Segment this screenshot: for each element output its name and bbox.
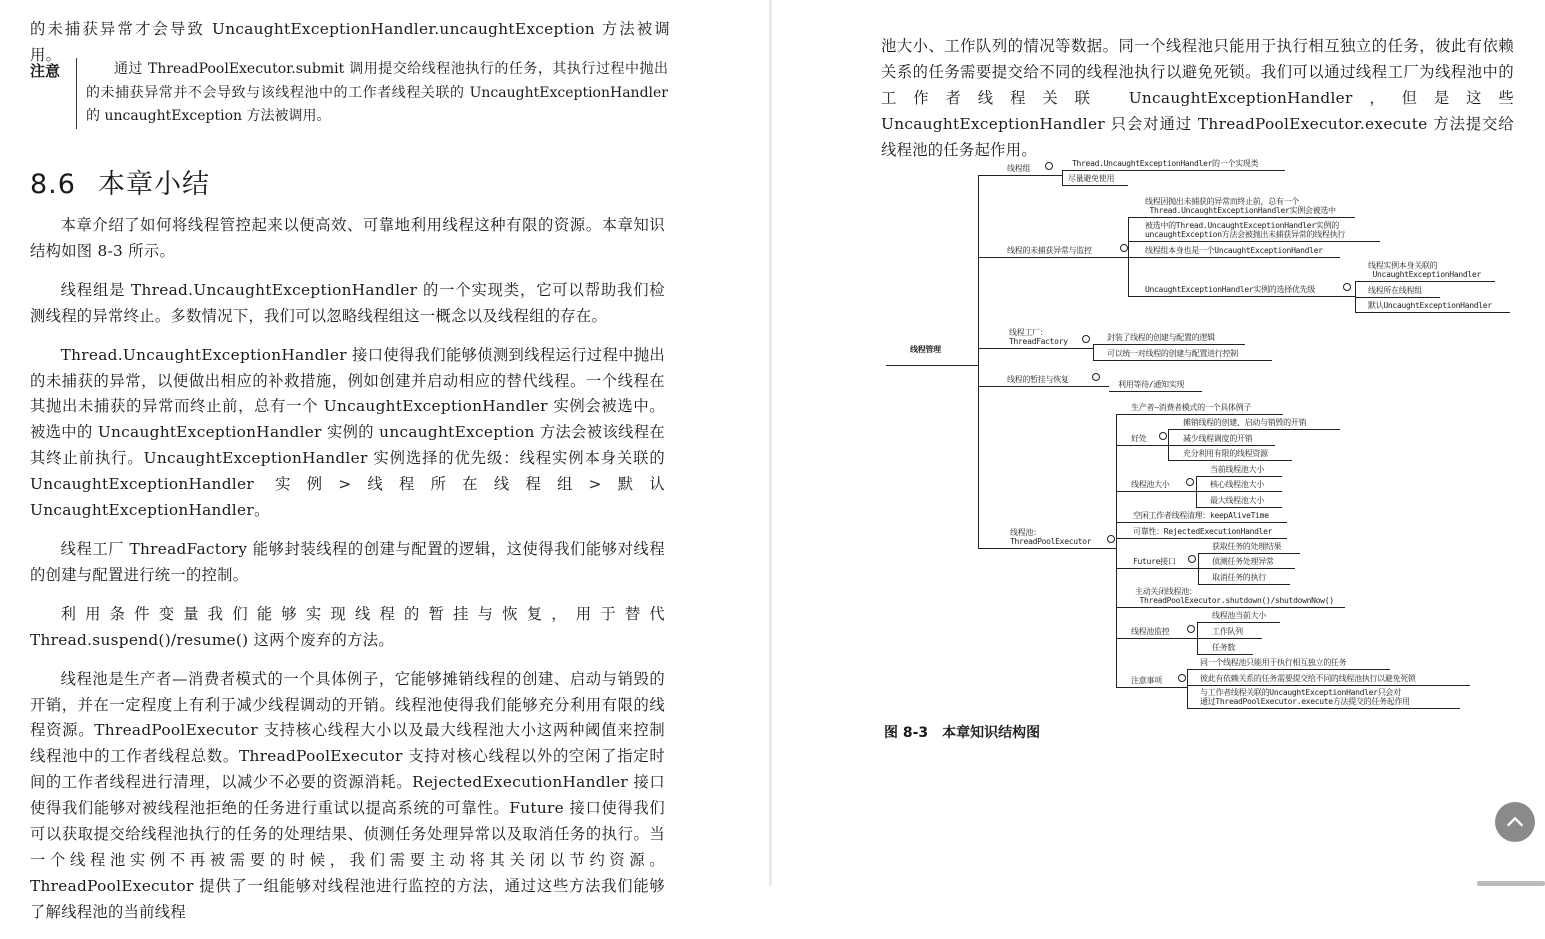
mind-map-leaf: 减少线程调度的开销 — [1168, 434, 1275, 446]
mind-map-leaf: 尽量避免使用 — [1062, 174, 1128, 186]
mind-map-leaf: 线程所在线程组 — [1355, 286, 1440, 298]
chevron-up-icon — [1504, 811, 1526, 833]
paragraph: 利用条件变量我们能够实现线程的暂挂与恢复，用于替代 Thread.suspend()/resume() 这两个废弃的方法。 — [30, 604, 665, 649]
mind-map-leaf: 摊销线程的创建、启动与销毁的开销 — [1168, 418, 1340, 430]
mind-map-leaf: 生产者—消费者模式的一个具体例子 — [1116, 403, 1283, 415]
mind-map-leaf: 默认UncaughtExceptionHandler — [1355, 301, 1510, 313]
section-title: 本章小结 — [97, 169, 210, 200]
caption-number: 图 8-3 — [884, 725, 929, 741]
mind-map-leaf: 充分利用有限的线程资源 — [1168, 449, 1292, 461]
mind-map-leaf: 空闲工作者线程清理：keepAliveTime — [1116, 511, 1287, 523]
paragraph: 池大小、工作队列的情况等数据。同一个线程池只能用于执行相互独立的任务，彼此有依赖关系的任务需要提交给不同的线程池执行以避免死锁。我们可以通过线程工厂为线程池中的工作者线程关联 UncaughtExceptionHandler，但是这些 UncaughtExceptionHandler 只会对通过 ThreadPoolExecutor.execute 方法提交给线程池的任务起作用。 — [881, 37, 1514, 159]
mind-map-leaf: 工作队列 — [1197, 627, 1262, 639]
paragraph: 线程工厂 ThreadFactory 能够封装线程的创建与配置的逻辑，这使得我们能够对线程的创建与配置进行统一的控制。 — [30, 539, 665, 584]
mind-map-branch: UncaughtExceptionHandler实例的选择优先级 — [1128, 285, 1355, 297]
mind-map-leaf: 线程组本身也是一个UncaughtExceptionHandler — [1128, 246, 1340, 258]
mind-map-leaf: 侦测任务处理异常 — [1198, 557, 1295, 569]
paragraph: 线程组是 Thread.UncaughtExceptionHandler 的一个实现类，它可以帮助我们检测线程的异常终止。多数情况下，我们可以忽略线程组这一概念以及线程组的存在。 — [30, 280, 665, 325]
right-page — [772, 0, 1545, 886]
mind-map-leaf: 获取任务的处理结果 — [1198, 542, 1300, 554]
mind-map-branch: 好处 — [1116, 434, 1168, 446]
mind-map-leaf: 可以统一对线程的创建与配置进行控制 — [1093, 349, 1272, 361]
intro-line: 的未捕获异常才会导致 UncaughtExceptionHandler.uncaughtException 方法被调用。 — [30, 20, 670, 64]
paragraph: 本章介绍了如何将线程管控起来以便高效、可靠地利用线程这种有限的资源。本章知识结构如图 8-3 所示。 — [30, 216, 665, 260]
mind-map-leaf: 主动关闭线程池： ThreadPoolExecutor.shutdown()/shutdownNow() — [1116, 587, 1345, 608]
caption-title: 本章知识结构图 — [942, 725, 1041, 741]
mind-map-branch: 线程池大小 — [1116, 480, 1196, 492]
note-text: 通过 ThreadPoolExecutor.submit 调用提交给线程池执行的任务，其执行过程中抛出的未捕获异常并不会导致与该线程池中的工作者线程关联的 UncaughtExceptionHandler 的 uncaughtException 方法被调用。 — [76, 58, 668, 129]
mind-map-leaf: 线程因抛出未捕获的异常而终止前，总有一个 Thread.UncaughtExceptionHandler实例会被选中 — [1128, 197, 1355, 218]
mind-map-branch: 线程的暂挂与恢复 — [978, 375, 1109, 387]
note-box — [30, 58, 670, 129]
paragraph: 线程池是生产者—消费者模式的一个具体例子，它能够摊销线程的创建、启动与销毁的开销，并在一定程度上有利于减少线程调动的开销。线程池使得我们能够充分利用有限的线程资源。ThreadPoolExecutor 支持核心线程大小以及最大线程池大小这两种阈值来控制线程池中的工作者线程总数。ThreadPoolExecutor 支持对核心线程以外的空闲了指定时间的工作者线程进行清理，以减少不必要的资源消耗。RejectedExecutionHandler 接口使得我们能够对被线程池拒绝的任务进行重试以提高系统的可靠性。Future 接口使得我们可以获取提交给线程池执行的任务的处理结果、侦测任务处理异常以及取消任务的执行。当一个线程池实例不再被需要的时候，我们需要主动将其关闭以节约资源。ThreadPoolExecutor 提供了一组能够对线程池进行监控的方法，通过这些方法我们能够了解线程池的当前线程 — [30, 669, 665, 921]
mind-map-leaf: 封装了线程的创建与配置的逻辑 — [1093, 333, 1245, 345]
mind-map-leaf: 任务数 — [1197, 643, 1253, 655]
scrollbar[interactable] — [1477, 881, 1545, 886]
mind-map-branch: 线程工厂： ThreadFactory — [978, 328, 1093, 349]
mind-map-leaf: 与工作者线程关联的UncaughtExceptionHandler只会对 通过ThreadPoolExecutor.execute方法提交的任务起作用 — [1187, 688, 1460, 709]
section-heading — [30, 162, 232, 201]
mind-map-branch: 线程的未捕获异常与监控 — [978, 246, 1128, 258]
mind-map-branch: Future接口 — [1116, 557, 1198, 569]
mind-map-branch: 线程组 — [978, 164, 1062, 176]
scroll-to-top-button[interactable] — [1495, 802, 1535, 842]
mind-map-branch: 线程池： ThreadPoolExecutor — [978, 528, 1116, 549]
left-page — [0, 0, 769, 921]
mind-map-leaf: 当前线程池大小 — [1196, 465, 1282, 477]
mind-map-leaf: 线程池当前大小 — [1197, 611, 1280, 623]
mind-map-leaf: 核心线程池大小 — [1196, 480, 1282, 492]
mind-map-leaf: 被选中的Thread.UncaughtExceptionHandler实例的 uncaughtException方法会被抛出未捕获异常的线程执行 — [1128, 221, 1380, 242]
mind-map-leaf: 取消任务的执行 — [1198, 573, 1290, 585]
mind-map-leaf: 线程实例本身关联的 UncaughtExceptionHandler — [1355, 261, 1495, 282]
paragraph: Thread.UncaughtExceptionHandler 接口使得我们能够侦测到线程运行过程中抛出的未捕获的异常，以便做出相应的补救措施，例如创建并启动相应的替代线程。一个线程在其抛出未捕获的异常而终止前，总有一个 UncaughtExceptionHandler 实例会被选中。被选中的 UncaughtExceptionHandler 实例的 uncaughtException 方法会被该线程在其终止前执行。UncaughtExceptionHandler 实例选择的优先级：线程实例本身关联的 UncaughtExceptionHandler 实例>线程所在线程组>默认 UncaughtExceptionHandler。 — [30, 345, 665, 520]
mind-map-leaf: 最大线程池大小 — [1196, 496, 1282, 508]
mind-map-leaf: 利用等待/通知实现 — [1109, 380, 1202, 392]
mind-map-leaf: 同一个线程池只能用于执行相互独立的任务 — [1187, 658, 1390, 670]
mind-map-branch: 注意事项 — [1116, 676, 1187, 688]
mind-map-root: 线程管理 — [886, 345, 978, 366]
mind-map-leaf: 彼此有依赖关系的任务需要提交给不同的线程池执行以避免死锁 — [1187, 674, 1470, 686]
mind-map-leaf: 可靠性：RejectedExecutionHandler — [1116, 527, 1287, 539]
summary-body — [30, 213, 665, 939]
section-number: 8.6 — [30, 169, 76, 200]
note-label: 注意 — [30, 62, 61, 80]
mind-map-leaf: Thread.UncaughtExceptionHandler的一个实现类 — [1062, 159, 1285, 171]
figure-caption — [884, 722, 1054, 742]
mind-map-branch: 线程池监控 — [1116, 627, 1197, 639]
